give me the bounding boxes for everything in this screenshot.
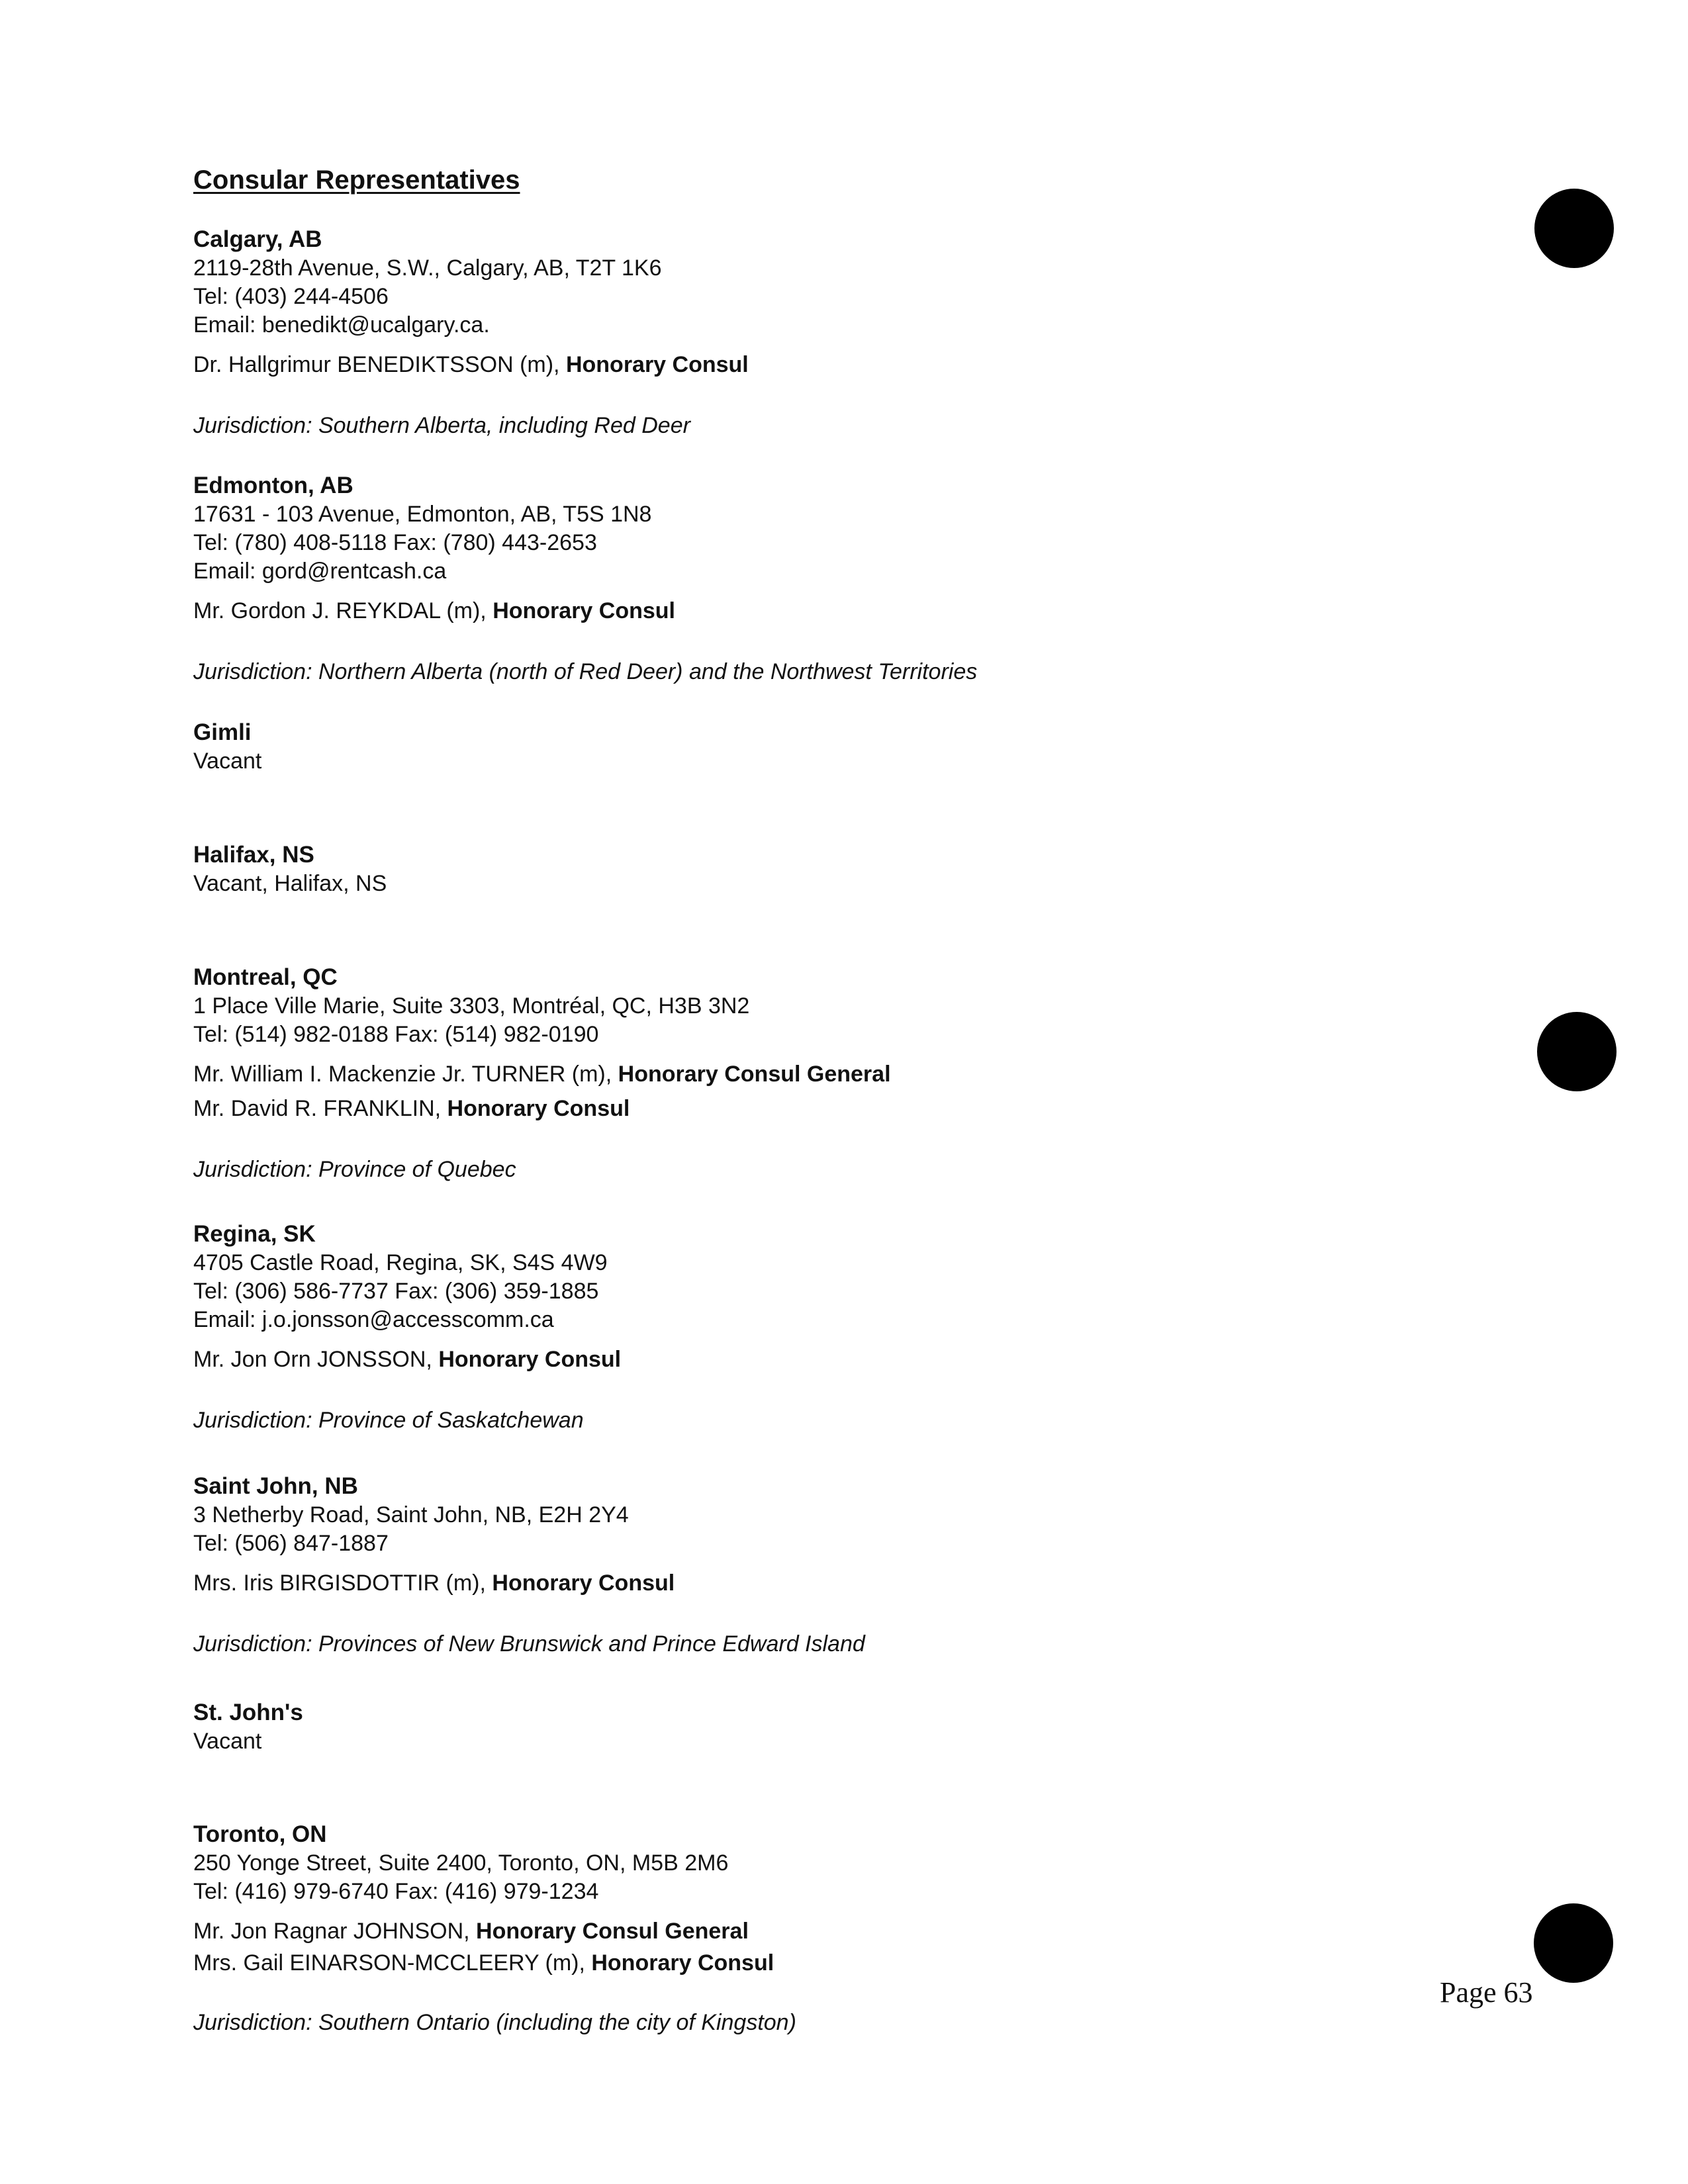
consul-person bbox=[193, 1949, 1451, 1978]
consul-person bbox=[193, 351, 1451, 379]
person-title: Honorary Consul bbox=[591, 1950, 774, 1976]
consul-person bbox=[193, 1095, 1451, 1123]
phone-line: Tel: (306) 586-7737 Fax: (306) 359-1885 bbox=[193, 1279, 599, 1304]
person-name: Mr. Jon Ragnar JOHNSON, bbox=[193, 1919, 477, 1944]
city-heading: St. John's bbox=[193, 1700, 303, 1725]
punch-hole-top bbox=[1534, 189, 1614, 268]
address-line: 1 Place Ville Marie, Suite 3303, Montréal, QC, H3B 3N2 bbox=[193, 993, 750, 1019]
email-line: Email: benedikt@ucalgary.ca. bbox=[193, 312, 490, 338]
person-title: Honorary Consul bbox=[565, 352, 749, 377]
person-title: Honorary Consul bbox=[492, 1570, 675, 1596]
address-line: 2119-28th Avenue, S.W., Calgary, AB, T2T 1K6 bbox=[193, 255, 662, 281]
jurisdiction-note: Jurisdiction: Province of Quebec bbox=[193, 1157, 516, 1182]
person-title: Honorary Consul General bbox=[476, 1919, 749, 1944]
punch-hole-bottom bbox=[1534, 1903, 1613, 1983]
address-line: 250 Yonge Street, Suite 2400, Toronto, ON, M5B 2M6 bbox=[193, 1850, 729, 1876]
phone-line: Tel: (780) 408-5118 Fax: (780) 443-2653 bbox=[193, 530, 597, 555]
jurisdiction-note: Jurisdiction: Southern Ontario (including the city of Kingston) bbox=[193, 2010, 796, 2035]
city-heading: Toronto, ON bbox=[193, 1821, 327, 1847]
person-name: Dr. Hallgrimur BENEDIKTSSON (m), bbox=[193, 352, 566, 377]
address-line: 17631 - 103 Avenue, Edmonton, AB, T5S 1N8 bbox=[193, 502, 652, 527]
phone-line: Tel: (514) 982-0188 Fax: (514) 982-0190 bbox=[193, 1022, 599, 1047]
phone-line: Tel: (416) 979-6740 Fax: (416) 979-1234 bbox=[193, 1879, 599, 1904]
jurisdiction-note: Jurisdiction: Northern Alberta (north of Red Deer) and the Northwest Territories bbox=[193, 659, 978, 684]
email-line: Email: j.o.jonsson@accesscomm.ca bbox=[193, 1307, 554, 1332]
city-heading: Halifax, NS bbox=[193, 842, 314, 868]
city-heading: Gimli bbox=[193, 719, 252, 745]
page-heading: Consular Representatives bbox=[193, 165, 520, 195]
person-name: Mrs. Gail EINARSON-MCCLEERY (m), bbox=[193, 1950, 592, 1976]
consulate-entry-calgary bbox=[193, 225, 1451, 440]
city-heading: Saint John, NB bbox=[193, 1473, 358, 1499]
address-line: 3 Netherby Road, Saint John, NB, E2H 2Y4 bbox=[193, 1502, 629, 1527]
city-heading: Calgary, AB bbox=[193, 226, 322, 252]
consul-person bbox=[193, 1060, 1451, 1089]
status-line: Vacant bbox=[193, 1729, 262, 1754]
person-title: Honorary Consul General bbox=[618, 1062, 891, 1087]
person-name: Mr. David R. FRANKLIN, bbox=[193, 1096, 447, 1121]
consulate-entry-regina bbox=[193, 1220, 1451, 1435]
person-title: Honorary Consul bbox=[492, 598, 675, 623]
jurisdiction-note: Jurisdiction: Provinces of New Brunswick and Prince Edward Island bbox=[193, 1631, 865, 1657]
person-title: Honorary Consul bbox=[447, 1096, 630, 1121]
person-name: Mrs. Iris BIRGISDOTTIR (m), bbox=[193, 1570, 492, 1596]
consulate-entry-halifax bbox=[193, 841, 1451, 898]
consul-person bbox=[193, 1569, 1451, 1598]
phone-line: Tel: (506) 847-1887 bbox=[193, 1531, 389, 1556]
person-name: Mr. William I. Mackenzie Jr. TURNER (m), bbox=[193, 1062, 618, 1087]
phone-line: Tel: (403) 244-4506 bbox=[193, 284, 389, 309]
punch-hole-middle bbox=[1537, 1012, 1617, 1091]
address-line: 4705 Castle Road, Regina, SK, S4S 4W9 bbox=[193, 1250, 608, 1275]
city-heading: Edmonton, AB bbox=[193, 473, 353, 498]
email-line: Email: gord@rentcash.ca bbox=[193, 559, 447, 584]
person-name: Mr. Jon Orn JONSSON, bbox=[193, 1347, 439, 1372]
person-title: Honorary Consul bbox=[438, 1347, 622, 1372]
consulate-entry-toronto bbox=[193, 1820, 1451, 2037]
consulate-entry-edmonton bbox=[193, 471, 1451, 686]
consulate-entry-montreal bbox=[193, 963, 1451, 1184]
person-name: Mr. Gordon J. REYKDAL (m), bbox=[193, 598, 493, 623]
jurisdiction-note: Jurisdiction: Province of Saskatchewan bbox=[193, 1408, 584, 1433]
jurisdiction-note: Jurisdiction: Southern Alberta, including Red Deer bbox=[193, 413, 690, 438]
city-heading: Montreal, QC bbox=[193, 964, 338, 990]
page-number: Page 63 bbox=[1440, 1976, 1533, 2009]
consul-person bbox=[193, 597, 1451, 625]
consulate-entry-saint-john bbox=[193, 1472, 1451, 1659]
consul-person bbox=[193, 1345, 1451, 1374]
consul-person bbox=[193, 1917, 1451, 1946]
consulate-entry-gimli bbox=[193, 718, 1451, 776]
status-line: Vacant, Halifax, NS bbox=[193, 871, 387, 896]
status-line: Vacant bbox=[193, 749, 262, 774]
consulate-entry-st-johns bbox=[193, 1698, 1451, 1756]
city-heading: Regina, SK bbox=[193, 1221, 316, 1247]
